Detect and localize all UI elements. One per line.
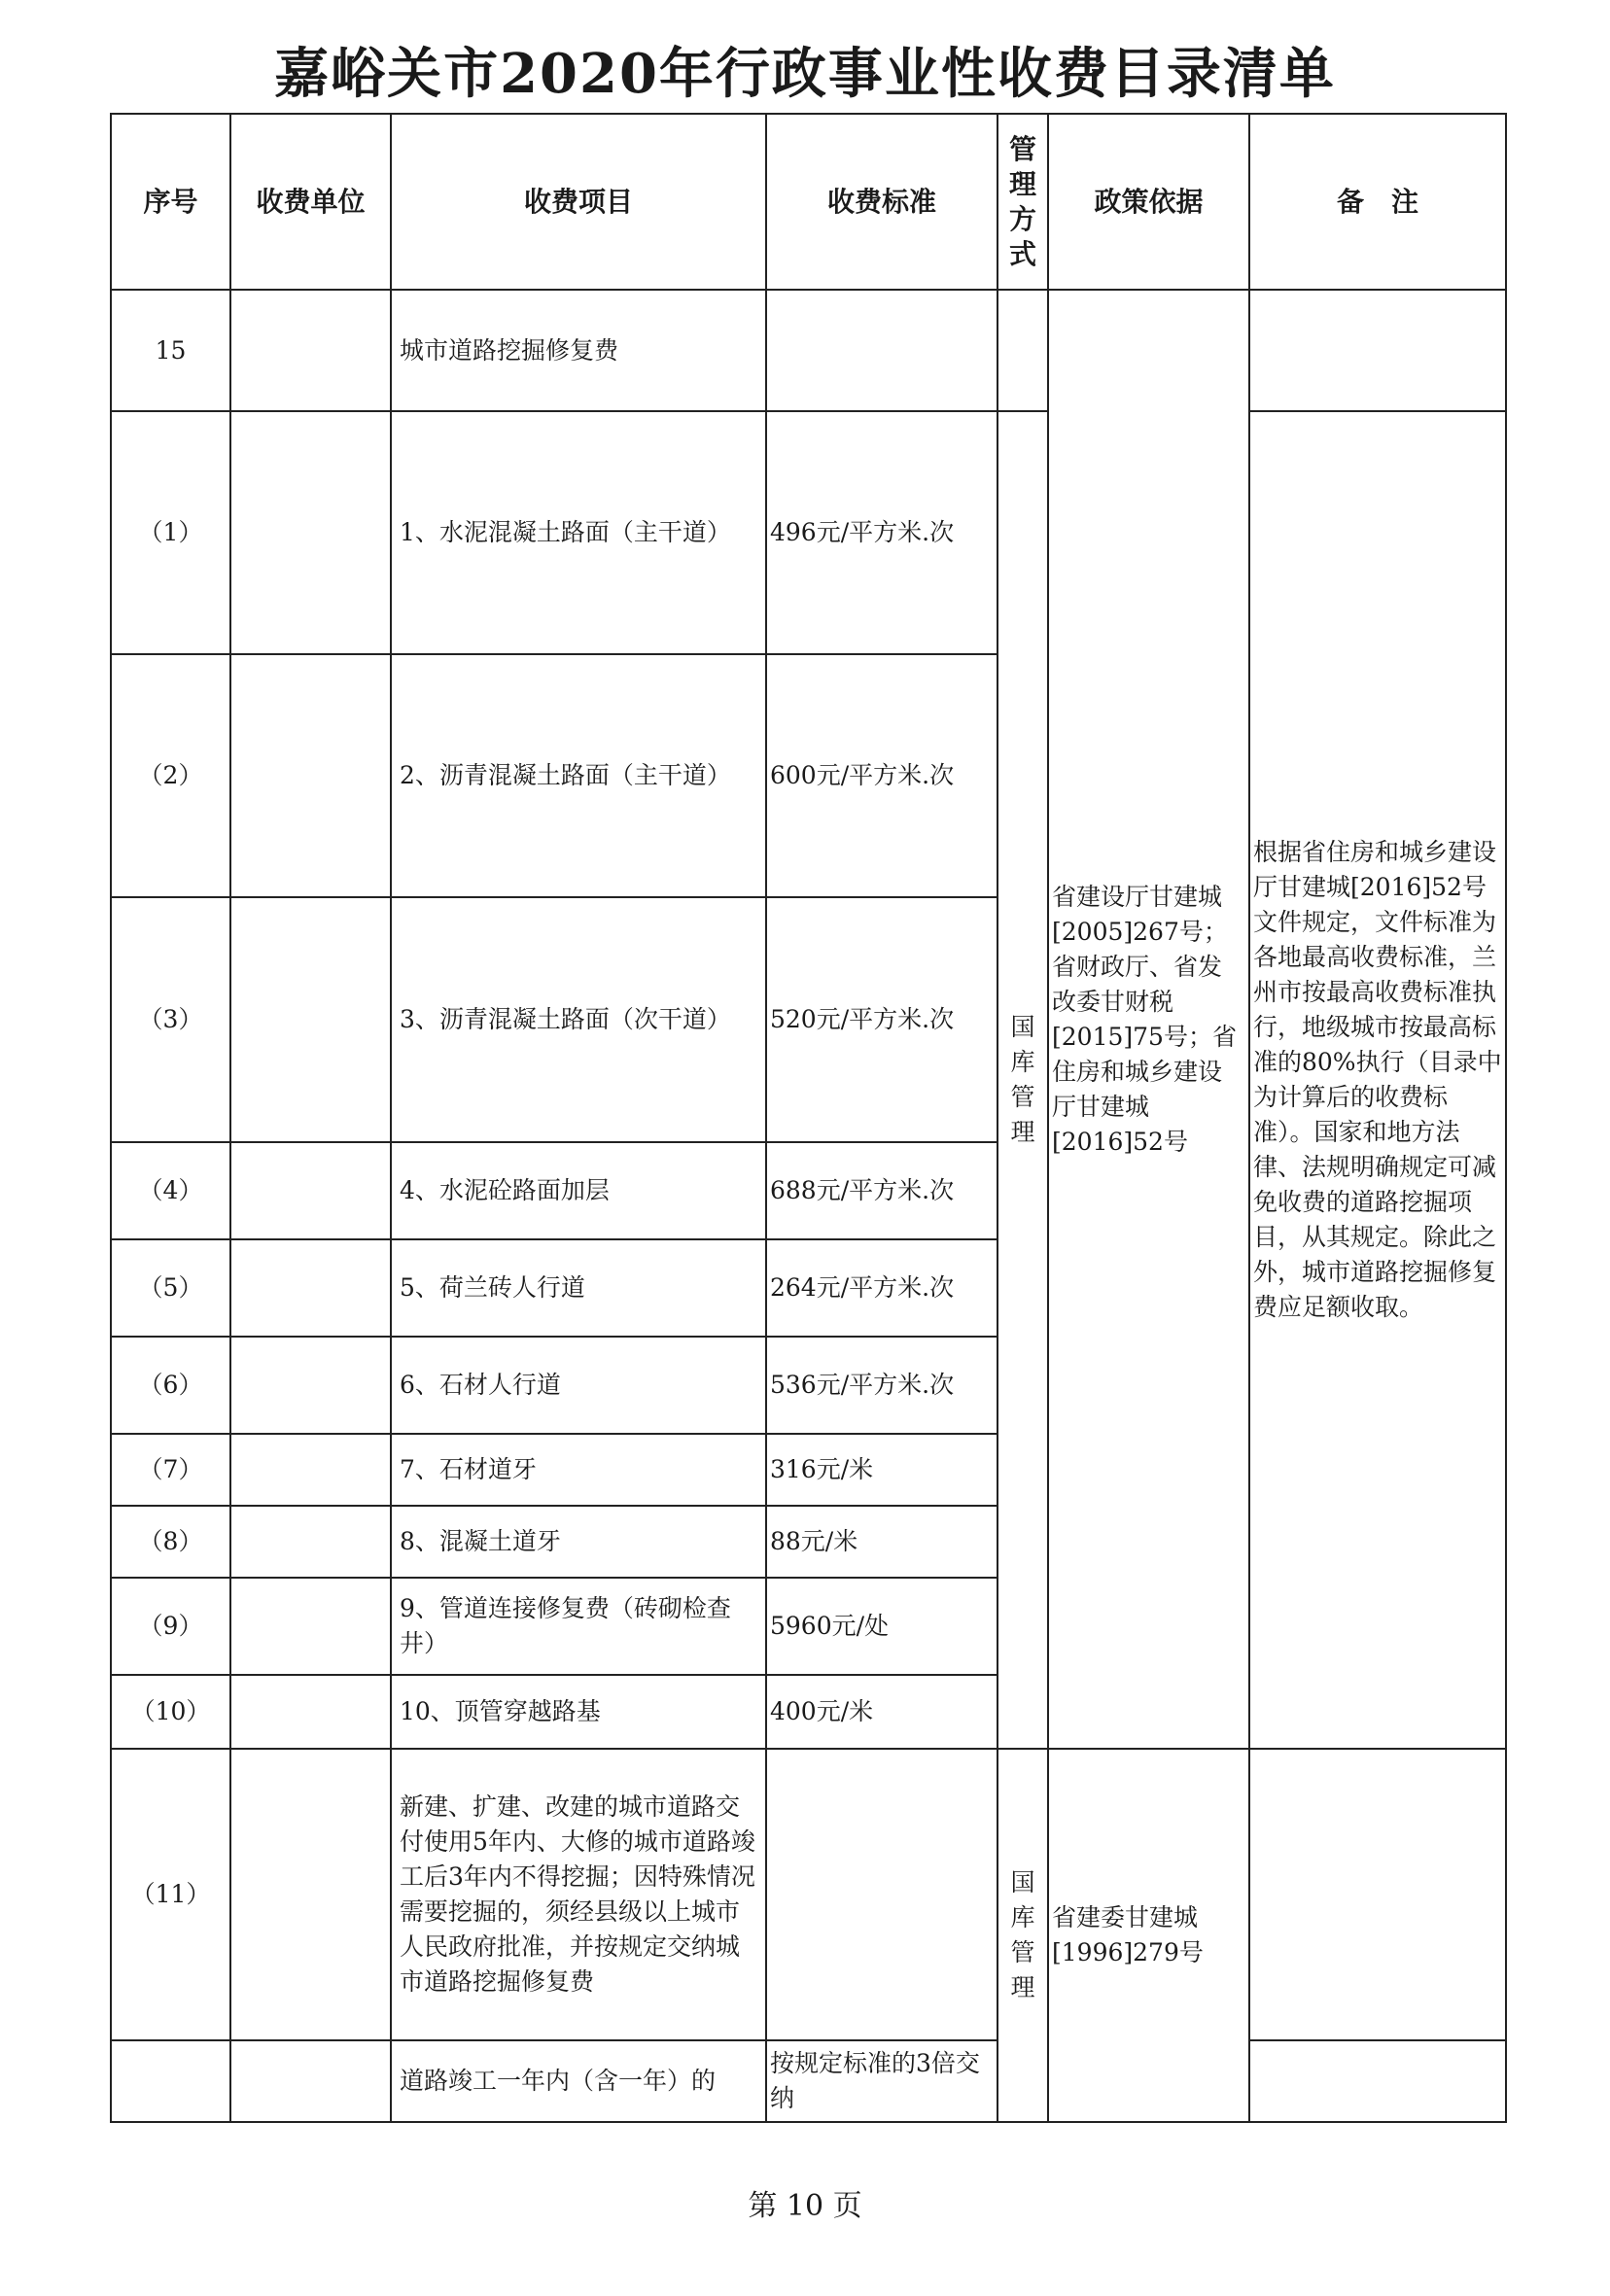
row-unit — [230, 411, 391, 654]
row-seq: （9） — [111, 1578, 230, 1675]
mgmt-method-group2: 国库管理 — [998, 1749, 1048, 2122]
header-remark: 备 注 — [1249, 114, 1506, 290]
policy-basis-group1: 省建设厅甘建城[2005]267号；省财政厅、省发改委甘财税[2015]75号；省住房和城乡建设厅甘建城[2016]52号 — [1048, 290, 1249, 1749]
row-unit — [230, 654, 391, 897]
table-row — [111, 2040, 1506, 2122]
row-unit — [230, 2040, 391, 2122]
row-remark-empty — [1249, 1749, 1506, 2040]
row-unit — [230, 1142, 391, 1239]
mgmt-method-group1: 国库管理 — [998, 411, 1048, 1749]
row-unit — [230, 1675, 391, 1749]
row-unit — [230, 1239, 391, 1337]
row-remark-empty — [1249, 2040, 1506, 2122]
header-policy: 政策依据 — [1048, 114, 1249, 290]
row-unit — [230, 290, 391, 411]
row-standard: 88元/米 — [766, 1506, 998, 1578]
header-unit: 收费单位 — [230, 114, 391, 290]
table-row — [111, 1749, 1506, 2040]
table-row — [111, 411, 1506, 654]
row-standard — [766, 1749, 998, 2040]
row-seq: （1） — [111, 411, 230, 654]
header-item: 收费项目 — [391, 114, 766, 290]
row-seq: （4） — [111, 1142, 230, 1239]
row-item: 3、沥青混凝土路面（次干道） — [391, 897, 766, 1142]
row-seq: （5） — [111, 1239, 230, 1337]
row-standard: 400元/米 — [766, 1675, 998, 1749]
row-seq: （2） — [111, 654, 230, 897]
row-item: 道路竣工一年内（含一年）的 — [391, 2040, 766, 2122]
row-unit — [230, 1337, 391, 1434]
row-item: 10、顶管穿越路基 — [391, 1675, 766, 1749]
header-standard: 收费标准 — [766, 114, 998, 290]
row-unit — [230, 1434, 391, 1506]
row-mgmt-empty — [998, 290, 1048, 411]
row-item: 6、石材人行道 — [391, 1337, 766, 1434]
row-item: 5、荷兰砖人行道 — [391, 1239, 766, 1337]
row-seq: （7） — [111, 1434, 230, 1506]
row-seq: 15 — [111, 290, 230, 411]
row-seq — [111, 2040, 230, 2122]
header-mgmt: 管理方式 — [998, 114, 1048, 290]
row-standard: 536元/平方米.次 — [766, 1337, 998, 1434]
row-standard: 600元/平方米.次 — [766, 654, 998, 897]
row-item: 9、管道连接修复费（砖砌检查井） — [391, 1578, 766, 1675]
row-seq: （10） — [111, 1675, 230, 1749]
row-standard — [766, 290, 998, 411]
row-item: 2、沥青混凝土路面（主干道） — [391, 654, 766, 897]
table-row — [111, 290, 1506, 411]
row-standard: 688元/平方米.次 — [766, 1142, 998, 1239]
remark-group1: 根据省住房和城乡建设厅甘建城[2016]52号文件规定，文件标准为各地最高收费标准，兰州市按最高收费标准执行，地级城市按最高标准的80%执行（目录中为计算后的收费标准）。国家和地方法律、法规明确规定可减免收费的道路挖掘项目，从其规定。除此之外，城市道路挖掘修复费应足额收取。 — [1249, 411, 1506, 1749]
row-seq: （6） — [111, 1337, 230, 1434]
row-unit — [230, 1749, 391, 2040]
row-standard: 496元/平方米.次 — [766, 411, 998, 654]
row-item: 1、水泥混凝土路面（主干道） — [391, 411, 766, 654]
header-row — [111, 114, 1506, 290]
row-item: 城市道路挖掘修复费 — [391, 290, 766, 411]
row-unit — [230, 897, 391, 1142]
row-standard: 520元/平方米.次 — [766, 897, 998, 1142]
row-item: 4、水泥砼路面加层 — [391, 1142, 766, 1239]
row-seq: （3） — [111, 897, 230, 1142]
row-seq: （11） — [111, 1749, 230, 2040]
row-unit — [230, 1578, 391, 1675]
row-standard: 按规定标准的3倍交纳 — [766, 2040, 998, 2122]
row-item: 新建、扩建、改建的城市道路交付使用5年内、大修的城市道路竣工后3年内不得挖掘；因特殊情况需要挖掘的，须经县级以上城市人民政府批准，并按规定交纳城市道路挖掘修复费 — [391, 1749, 766, 2040]
row-standard: 316元/米 — [766, 1434, 998, 1506]
row-remark-empty — [1249, 290, 1506, 411]
fee-table — [110, 113, 1507, 2123]
row-seq: （8） — [111, 1506, 230, 1578]
row-unit — [230, 1506, 391, 1578]
row-item: 7、石材道牙 — [391, 1434, 766, 1506]
page-title: 嘉峪关市2020年行政事业性收费目录清单 — [274, 42, 1336, 106]
row-standard: 264元/平方米.次 — [766, 1239, 998, 1337]
page-number: 第 10 页 — [748, 2189, 862, 2223]
row-item: 8、混凝土道牙 — [391, 1506, 766, 1578]
policy-basis-group2: 省建委甘建城[1996]279号 — [1048, 1749, 1249, 2122]
row-standard: 5960元/处 — [766, 1578, 998, 1675]
header-seq: 序号 — [111, 114, 230, 290]
